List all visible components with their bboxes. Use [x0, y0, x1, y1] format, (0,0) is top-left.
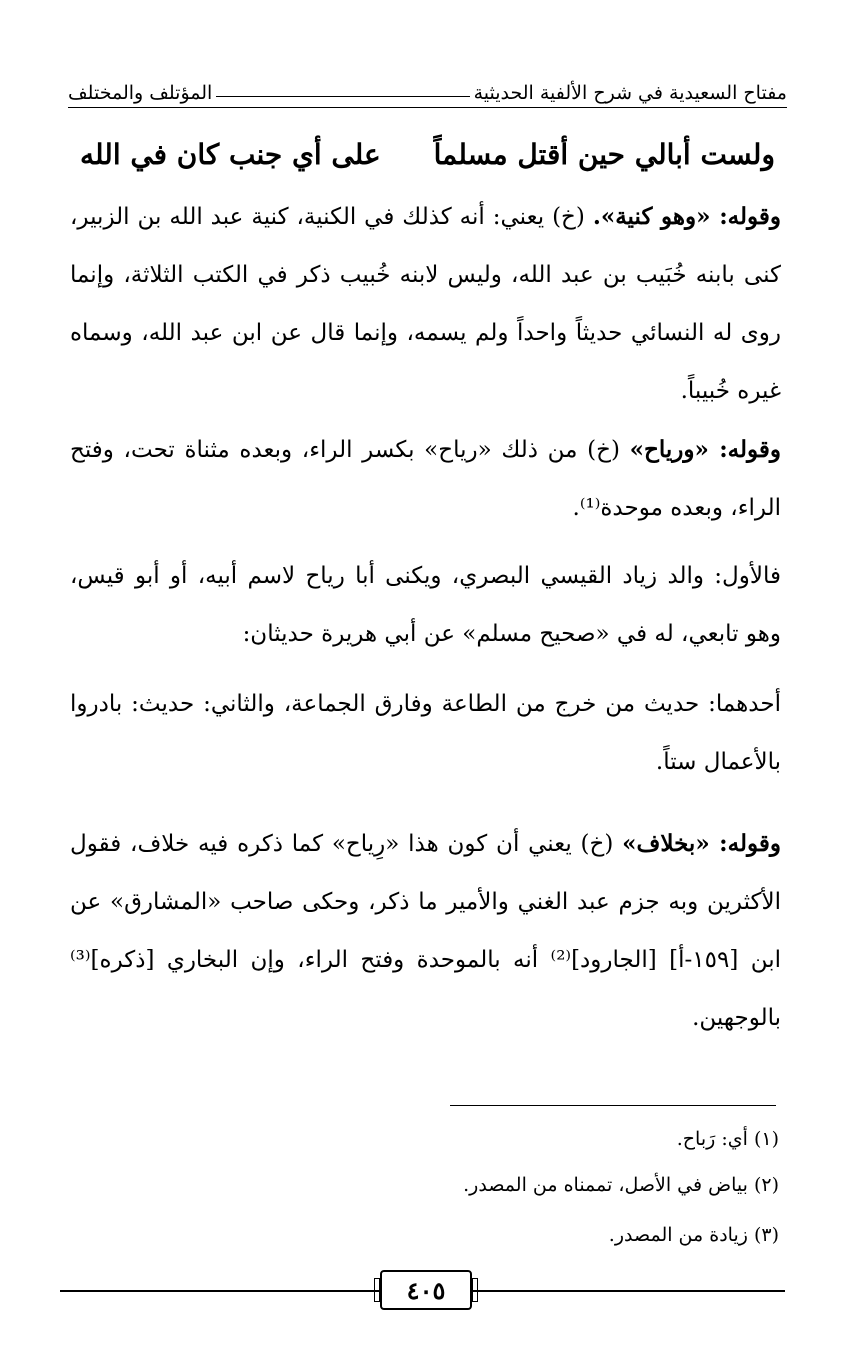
- paragraph-text: (خ) يعني أن كون هذا «رِياح» كما ذكره فيه خلاف، فقول الأكثرين وبه جزم عبد الغني والأمير ما ذكر، وحكى صاحب «المشارق» عن ابن [١٥٩-أ] [الجارود]⁽²⁾ أنه بالموحدة وفتح الراء، وإن البخاري [ذكره]⁽³⁾ بالوجهين.: [70, 831, 781, 1031]
- header-separator: [216, 96, 469, 97]
- paragraph-lead: وقوله: «بخلاف»: [622, 830, 781, 857]
- footnote-separator: [450, 1105, 776, 1106]
- page-number: ٤٠٥: [380, 1270, 472, 1310]
- verse-second-hemistich: على أي جنب كان في الله: [80, 137, 381, 171]
- paragraph-text: (خ) من ذلك «رياح» بكسر الراء، وبعده مثناة تحت، وفتح الراء، وبعده موحدة⁽¹⁾.: [70, 437, 781, 521]
- paragraph-text: فالأول: والد زياد القيسي البصري، ويكنى أبا رياح لاسم أبيه، أو أبو قيس، وهو تابعي، له في «صحيح مسلم» عن أبي هريرة حديثان:: [70, 563, 781, 647]
- verse-first-hemistich: ولست أبالي حين أقتل مسلماً: [433, 137, 775, 171]
- footnote-1: (١) أي: رَباح.: [676, 1128, 779, 1150]
- footnote-2: (٢) بياض في الأصل، تممناه من المصدر.: [463, 1174, 779, 1196]
- paragraph-khilaf: [70, 815, 781, 1047]
- paragraph-first-riyah: [70, 547, 781, 663]
- paragraph-lead: وقوله: «وهو كنية».: [592, 203, 782, 230]
- paragraph-two-hadiths: [70, 675, 781, 791]
- footnote-3: (٣) زيادة من المصدر.: [608, 1224, 779, 1246]
- paragraph-lead: وقوله: «ورياح»: [629, 436, 782, 463]
- paragraph-kunya: [70, 188, 781, 420]
- paragraph-text: أحدهما: حديث من خرج من الطاعة وفارق الجماعة، والثاني: حديث: بادروا بالأعمال ستاً.: [70, 691, 781, 775]
- running-header: [68, 74, 787, 108]
- paragraph-text: (خ) يعني: أنه كذلك في الكنية، كنية عبد الله بن الزبير، كنى بابنه خُبَيب بن عبد الله، وليس لابنه خُبيب ذكر في الكتب الثلاثة، وإنما روى له النسائي حديثاً واحداً ولم يسمه، وإنما قال عن ابن عبد الله، وسماه غيره خُبيباً.: [70, 204, 781, 404]
- book-title: مفتاح السعيدية في شرح الألفية الحديثية: [473, 82, 787, 104]
- chapter-title: المؤتلف والمختلف: [68, 82, 213, 104]
- paragraph-riyah: [70, 421, 781, 537]
- poetry-verse: [80, 132, 775, 176]
